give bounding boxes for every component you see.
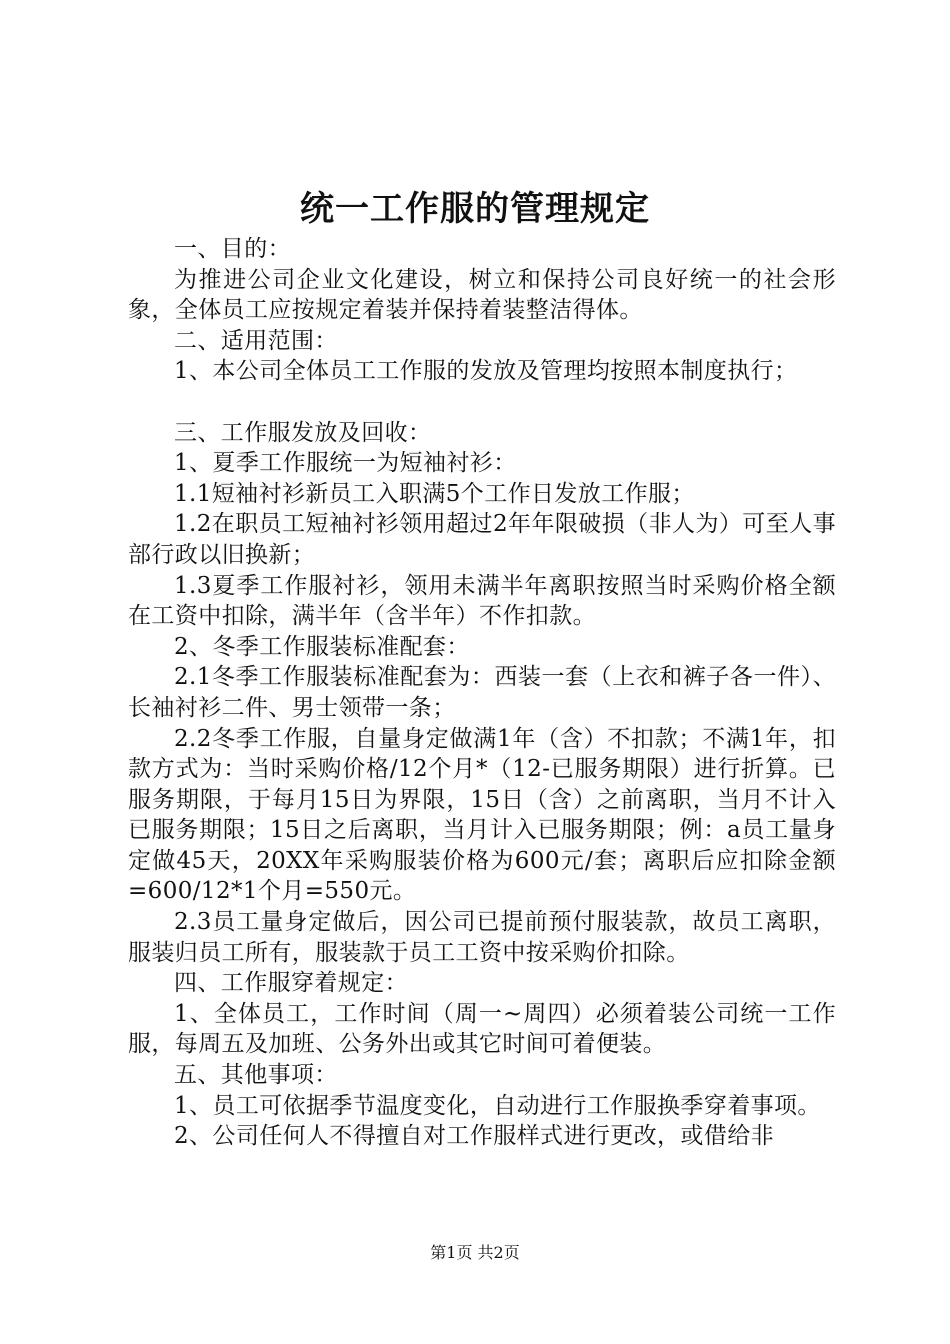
paragraph-winter-2-2: 2.2冬季工作服，自量身定做满1年（含）不扣款；不满1年，扣款方式为：当时采购价格/12个月*（12-已服务期限）进行折算。已服务期限，于每月15日为界限，15日（含）之前离职，当月不计入已服务期限；15日之后离职，当月计入已服务期限；例：a员工量身定做45天，20XX年采购服装价格为600元/套；离职后应扣除金额=600/12*1个月=550元。 (128, 725, 836, 905)
paragraph-purpose-heading: 一、目的： (174, 236, 291, 262)
paragraph-wearing-heading: 四、工作服穿着规定： (174, 970, 408, 997)
page-footer: 第1页 共2页 (430, 1243, 520, 1262)
paragraph-summer-heading: 1、夏季工作服统一为短袖衬衫： (174, 450, 517, 477)
document-body (128, 234, 836, 1152)
paragraph-issue-heading: 三、工作服发放及回收： (174, 419, 432, 446)
paragraph-other-2: 2、公司任何人不得擅自对工作服样式进行更改，或借给非 (174, 1123, 775, 1150)
paragraph-other-heading: 五、其他事项： (174, 1062, 338, 1089)
paragraph-summer-1-3: 1.3夏季工作服衬衫，领用未满半年离职按照当时采购价格全额在工资中扣除，满半年（含半年）不作扣款。 (128, 572, 836, 630)
paragraph-scope-heading: 二、适用范围： (174, 327, 338, 354)
paragraph-summer-1-2: 1.2在职员工短袖衬衫领用超过2年年限破损（非人为）可至人事部行政以旧换新； (128, 511, 836, 568)
paragraph-winter-2-1: 2.1冬季工作服装标准配套为：西装一套（上衣和裤子各一件）、长袖衬衫二件、男士领带一条； (128, 664, 836, 721)
document-title: 统一工作服的管理规定 (300, 189, 650, 229)
paragraph-winter-2-3: 2.3员工量身定做后，因公司已提前预付服装款，故员工离职，服装归员工所有，服装款于员工工资中按采购价扣除。 (128, 909, 836, 966)
paragraph-other-1: 1、员工可依据季节温度变化，自动进行工作服换季穿着事项。 (174, 1092, 821, 1119)
paragraph-purpose-text: 为推进公司企业文化建设，树立和保持公司良好统一的社会形象，全体员工应按规定着装并保持着装整洁得体。 (128, 266, 836, 324)
paragraph-scope-text: 1、本公司全体员工工作服的发放及管理均按照本制度执行； (174, 358, 798, 385)
paragraph-wearing-1: 1、全体员工，工作时间（周一~周四）必须着装公司统一工作服，每周五及加班、公务外出或其它时间可着便装。 (128, 1000, 836, 1058)
paragraph-winter-heading: 2、冬季工作服装标准配套： (174, 633, 470, 660)
blank-line (128, 387, 836, 418)
paragraph-summer-1-1: 1.1短袖衬衫新员工入职满5个工作日发放工作服； (174, 480, 695, 507)
